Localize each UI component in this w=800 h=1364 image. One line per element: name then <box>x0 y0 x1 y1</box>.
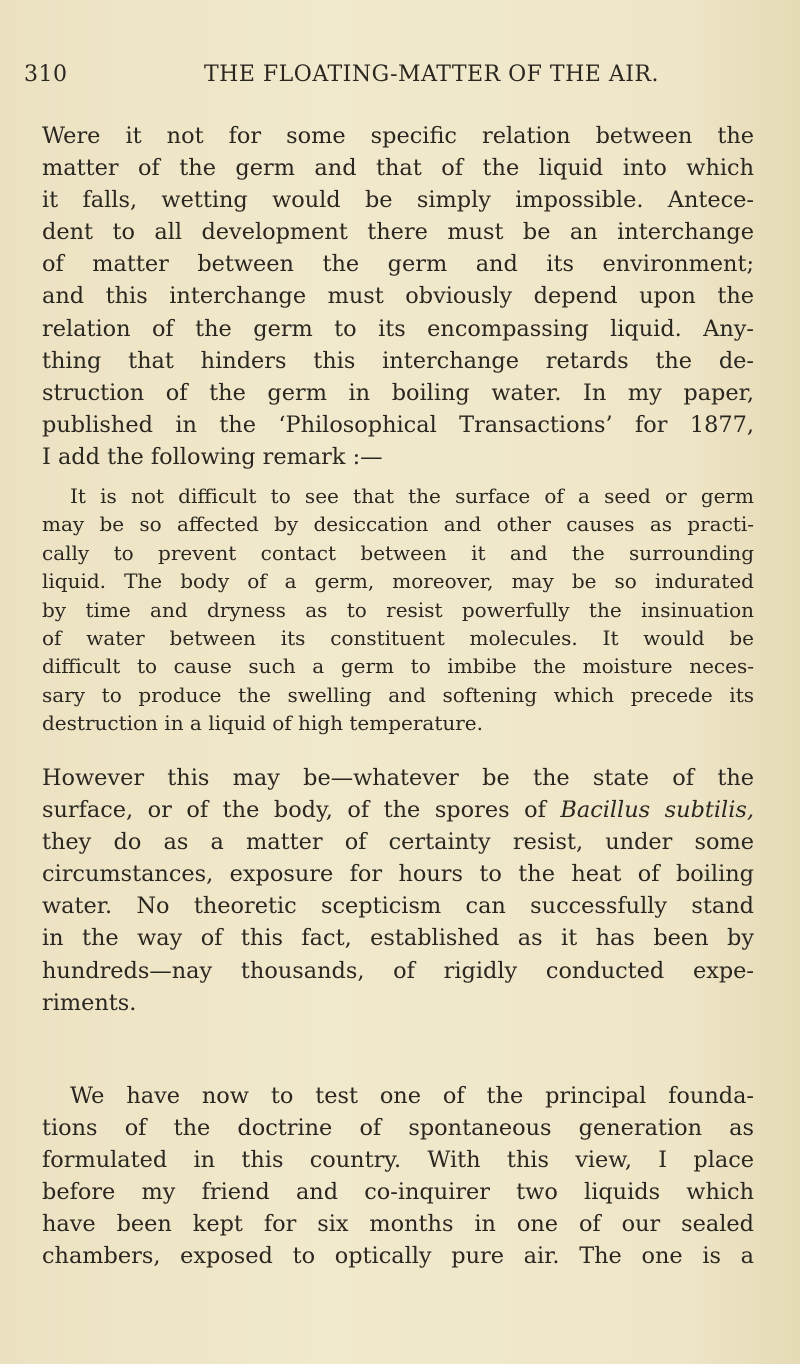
paragraph-1 <box>42 120 754 473</box>
text-line: Were it not for some specific relation between the <box>42 123 754 149</box>
text-line: published in the ‘Philosophical Transactions’ for 1877, <box>42 411 754 438</box>
text-line <box>42 794 754 826</box>
text-line: it falls, wetting would be simply impossible. Antece- <box>42 187 754 214</box>
text-line: struction of the germ in boiling water. In my paper, <box>42 379 754 406</box>
text-line: relation of the germ to its encompassing liquid. Any- <box>42 315 754 342</box>
quote-line: difficult to cause such a germ to imbibe the moisture neces- <box>42 654 754 679</box>
paragraph-2 <box>42 762 754 1019</box>
quote-line: may be so affected by desiccation and other causes as practi- <box>42 512 754 537</box>
running-head: THE FLOATING-MATTER OF THE AIR. <box>204 62 659 87</box>
quote-line: of water between its constituent molecules. It would be <box>42 626 754 651</box>
text-line: hundreds—nay thousands, of rigidly conducted expe- <box>42 957 754 984</box>
paragraph-3 <box>42 1080 754 1273</box>
quote-line: It is not difficult to see that the surface of a seed or germ <box>70 484 754 508</box>
text-line: have been kept for six months in one of our sealed <box>42 1211 754 1238</box>
quote-line: sary to produce the swelling and softening which precede its <box>42 682 754 707</box>
text-line: tions of the doctrine of spontaneous generation as <box>42 1115 754 1142</box>
text-line: dent to all development there must be an interchange <box>42 219 754 246</box>
text-line: of matter between the germ and its environment; <box>42 251 754 278</box>
text-line: thing that hinders this interchange retards the de- <box>42 347 754 374</box>
text-line: before my friend and co-inquirer two liquids which <box>42 1179 754 1206</box>
quote-line: destruction in a liquid of high temperature. <box>42 711 483 736</box>
text-line: they do as a matter of certainty resist, under some <box>42 829 754 856</box>
text-line: water. No theoretic scepticism can successfully stand <box>42 893 754 920</box>
text-line: in the way of this fact, established as it has been by <box>42 925 754 952</box>
text-line: riments. <box>42 989 137 1016</box>
text-line: We have now to test one of the principal founda- <box>70 1083 754 1109</box>
text-line: chambers, exposed to optically pure air. The one is a <box>42 1243 754 1270</box>
page-number: 310 <box>24 62 68 87</box>
page-header <box>24 62 764 98</box>
species-name: Bacillus subtilis, <box>560 797 754 824</box>
quote-line: cally to prevent contact between it and the surrounding <box>42 540 754 565</box>
text-line: matter of the germ and that of the liquid into which <box>42 155 754 182</box>
block-quote <box>42 482 754 738</box>
quote-line: by time and dryness as to resist powerfully the insinuation <box>42 597 754 622</box>
text-line: circumstances, exposure for hours to the heat of boiling <box>42 861 754 888</box>
text-line: However this may be—whatever be the state of the <box>42 765 754 791</box>
text-line: formulated in this country. With this view, I place <box>42 1147 754 1174</box>
text-run: surface, or of the body, of the spores of <box>42 797 561 824</box>
quote-line: liquid. The body of a germ, moreover, may be so indurated <box>42 569 754 594</box>
text-line: and this interchange must obviously depend upon the <box>42 283 754 310</box>
text-line: I add the following remark :— <box>42 443 383 470</box>
